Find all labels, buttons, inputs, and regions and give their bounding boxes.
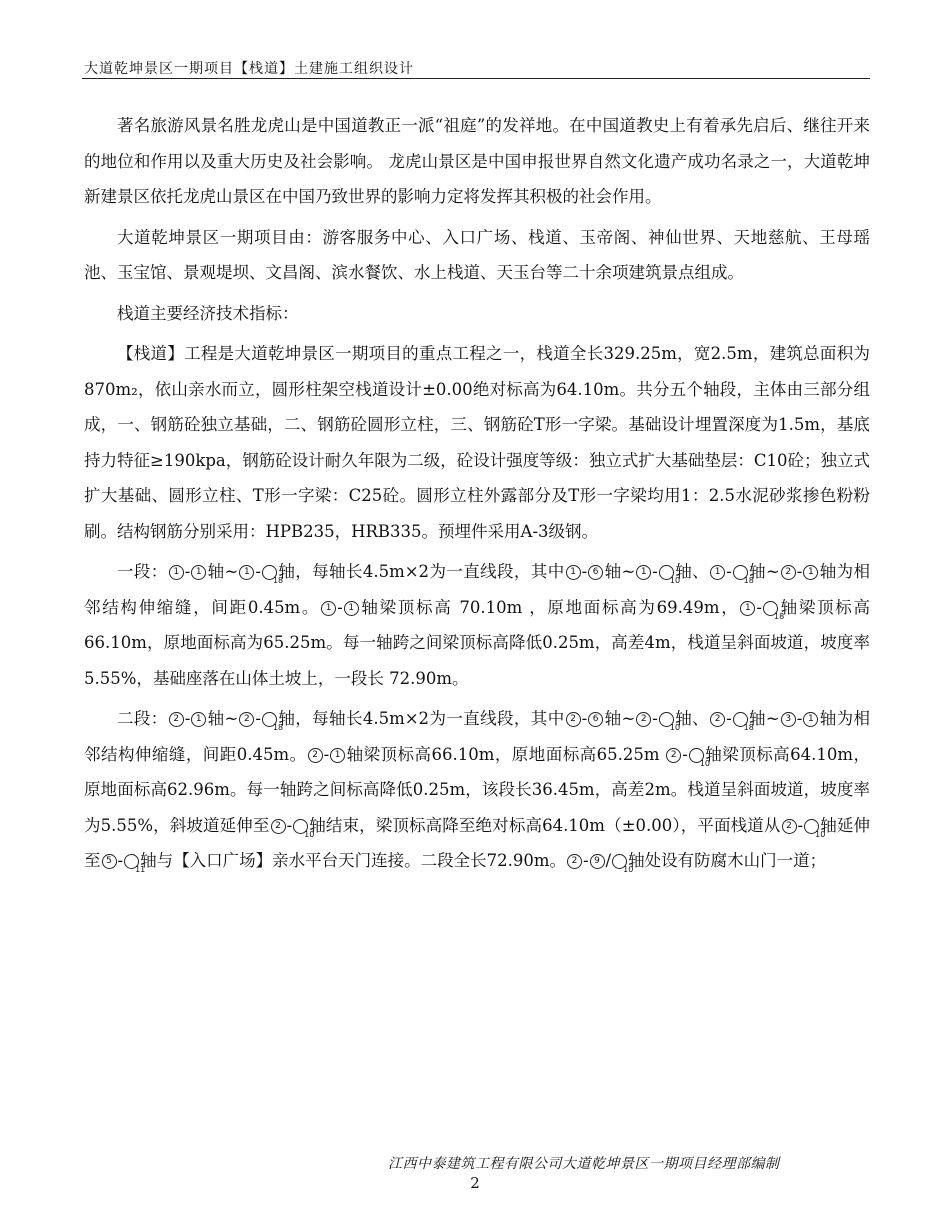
axis-marker (262, 712, 284, 732)
segment-label: 一段： (117, 562, 168, 581)
axis-marker: 5 (102, 854, 117, 869)
axis-marker: 2 (666, 748, 681, 763)
axis-marker: 3 (781, 712, 796, 727)
axis-marker: 2 (271, 819, 286, 834)
axis-marker: 2 (308, 748, 323, 763)
text-run: 轴~ (207, 709, 239, 728)
text-run: 轴梁顶标高66.10m，原地面标高65.25m (346, 744, 666, 764)
text-run: 轴、 (674, 709, 710, 728)
axis-marker: 2 (782, 819, 797, 834)
text-run: 轴为相邻结构伸缩缝，间距0.45m。 (84, 709, 871, 764)
axis-marker: 1 (803, 712, 818, 727)
axis-marker (804, 819, 826, 839)
footer-company: 江西中泰建筑工程有限公司大道乾坤景区一期项目经理部编制 (388, 1156, 780, 1172)
axis-marker: 2 (169, 712, 184, 727)
paragraph-intro: 著名旅游风景名胜龙虎山是中国道教正一派“祖庭”的发祥地。在中国道教史上有着承先启后、继往开来的地位和作用以及重大历史及社会影响。 龙虎山景区是中国申报世界自然文化遗产成功名录之一，大道乾坤新建景区依托龙虎山景区在中国乃致世界的影响力定将发挥其积极的社会作用。 (84, 116, 870, 206)
text-run: 轴梁顶标高66.10m，原地面标高为65.25m。每一轴跨之间梁顶标高降低0.25m，高差4m，栈道呈斜面坡道，坡度率 5.55%，基础座落在山体土坡上，一段长 72.90m。 (84, 597, 870, 688)
axis-marker (733, 565, 754, 585)
axis-subscript: 18 (272, 576, 284, 585)
axis-marker (733, 712, 754, 732)
axis-marker: 2 (567, 854, 582, 869)
axis-subscript: 10 (699, 758, 710, 768)
running-header: 大道乾坤景区一期项目【栈道】土建施工组织设计 (84, 61, 414, 77)
axis-subscript: 10 (623, 865, 634, 874)
axis-marker: 1 (740, 601, 755, 616)
axis-marker: 6 (588, 565, 603, 580)
axis-subscript: 18 (773, 611, 785, 621)
axis-marker: 2 (239, 712, 254, 727)
axis-subscript: 11 (135, 865, 146, 874)
text-run: 轴延伸至 (84, 815, 871, 870)
text-run: 轴~ (604, 709, 636, 728)
text-run: 轴~ (748, 562, 780, 581)
text-run: 轴，每轴长4.5m×2为一直线段，其中 (277, 709, 565, 728)
axis-marker (262, 565, 284, 585)
axis-marker: 2 (781, 565, 796, 580)
axis-marker: 1 (803, 565, 818, 580)
text-run: 轴~ (604, 562, 636, 581)
axis-marker: 1 (636, 565, 651, 580)
axis-marker (124, 854, 146, 874)
text-run: / (605, 851, 612, 870)
axis-marker (763, 601, 785, 621)
paragraph-segment-one: 一段： 1 - 1 轴~ 1 - 18 轴，每轴长4.5m×2为一直线段，其中 1 - 6 轴~ 1 - 10 轴、 1 - 18 轴~ 2 - 1 轴为相邻结构伸缩缝，间距0.45m。 1 - 1 轴梁顶标高 70.10m ，原地面标高为69.49m， 1 - 18 轴梁顶标高66.10m，原地面标高为65.25m。每一轴跨之间梁顶标高降低0.25m，高差4m，栈道呈斜面坡道，坡度率 5.55%，基础座落在山体土坡上，一段长 72.90m。 (84, 562, 871, 688)
axis-subscript: 18 (743, 576, 754, 585)
text-run: 轴、 (674, 562, 710, 581)
axis-subscript: 18 (272, 723, 284, 732)
axis-subscript: 10 (304, 829, 315, 839)
axis-marker: 1 (191, 712, 206, 727)
text-run: 轴梁顶标高64.10m，原地面标高62.96m。每一轴跨之间标高降低0.25m，该段长36.45m，高差2m。栈道呈斜面坡道，坡度率为5.55%，斜坡道延伸至 (84, 744, 870, 835)
axis-marker: 6 (588, 712, 603, 727)
axis-marker (659, 565, 681, 585)
segment-label: 二段： (117, 709, 168, 728)
axis-marker (293, 819, 315, 839)
axis-marker: 1 (710, 565, 725, 580)
text-run: 轴结束，梁顶标高降至绝对标高64.10m（±0.00），平面栈道从 (309, 815, 781, 835)
axis-marker: 1 (344, 601, 359, 616)
axis-subscript: 10 (669, 723, 681, 732)
text-run: 轴~ (207, 562, 239, 581)
axis-marker: 1 (330, 748, 345, 763)
header-rule (82, 78, 870, 79)
text-run: 轴，每轴长4.5m×2为一直线段，其中 (277, 562, 565, 581)
text-run: 轴与【入口广场】亲水平台天门连接。二段全长72.90m。 (140, 851, 566, 870)
document-body (84, 108, 870, 879)
axis-marker: 2 (566, 712, 581, 727)
paragraph-indicator-heading: 栈道主要经济技术指标： (117, 303, 299, 323)
axis-marker: 1 (239, 565, 254, 580)
axis-marker (659, 712, 681, 732)
paragraph-boardwalk-spec: 【栈道】工程是大道乾坤景区一期项目的重点工程之一，栈道全长329.25m，宽2.5m，建筑总面积为870m₂，依山亲水而立，圆形柱架空栈道设计±0.00绝对标高为64.10m。共分五个轴段，主体由三部分组成，一、钢筋砼独立基础，二、钢筋砼圆形立柱，三、钢筋砼T形一字梁。基础设计埋置深度为1.5m，基底持力特征≥190kpa，钢筋砼设计耐久年限为二级，砼设计强度等级：独立式扩大基础垫层：C10砼；独立式扩大基础、圆形立柱、T形一字梁：C25砼。圆形立柱外露部分及T形一字梁均用1：2.5水泥砂浆掺色粉粉刷。结构钢筋分别采用：HPB235，HRB335。预埋件采用A-3级钢。 (84, 344, 870, 541)
axis-marker: 9 (590, 854, 605, 869)
axis-subscript: 10 (669, 576, 681, 585)
axis-subscript: 10 (815, 829, 826, 839)
axis-marker (689, 748, 710, 768)
axis-marker: 2 (636, 712, 651, 727)
text-run: 轴为相邻结构伸缩缝，间距0.45m。 (84, 562, 871, 617)
paragraph-composition: 大道乾坤景区一期项目由：游客服务中心、入口广场、栈道、玉帝阁、神仙世界、天地慈航、王母瑶池、玉宝馆、景观堤坝、文昌阁、滨水餐饮、水上栈道、天玉台等二十余项建筑景点组成。 (84, 227, 870, 282)
text-run: 轴梁顶标高 70.10m ，原地面标高为69.49m， (359, 597, 740, 617)
paragraph-segment-two: 二段： 2 - 1 轴~ 2 - 18 轴，每轴长4.5m×2为一直线段，其中 2 - 6 轴~ 2 - 10 轴、 2 - 18 轴~ 3 - 1 轴为相邻结构伸缩缝，间距0.45m。 2 - 1 轴梁顶标高66.10m，原地面标高65.25m 2 - 10 轴梁顶标高64.10m，原地面标高62.96m。每一轴跨之间标高降低0.25m，该段长36.45m，高差2m。栈道呈斜面坡道，坡度率为5.55%，斜坡道延伸至 2 - 10 轴结束，梁顶标高降至绝对标高64.10m（±0.00），平面栈道从 2 - 10 轴延伸至 5 - 11 轴与【入口广场】亲水平台天门连接。二段全长72.90m。 2 - 9 / 10 轴处设有防腐木山门一道； (84, 709, 871, 874)
text-run: 轴处设有防腐木山门一道； (628, 851, 827, 870)
axis-marker: 1 (191, 565, 206, 580)
text-run: 轴~ (748, 709, 780, 728)
axis-marker: 2 (710, 712, 725, 727)
axis-marker: 1 (321, 601, 336, 616)
axis-subscript: 18 (743, 723, 754, 732)
axis-marker (612, 854, 634, 874)
axis-marker: 1 (566, 565, 581, 580)
page-number: 2 (470, 1174, 480, 1192)
axis-marker: 1 (169, 565, 184, 580)
